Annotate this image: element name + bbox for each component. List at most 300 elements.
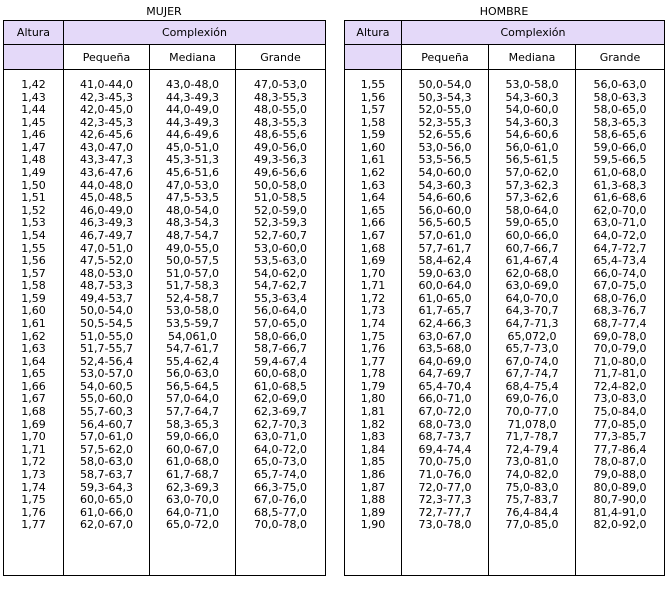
table-cell: 51,7-58,3 — [166, 279, 219, 293]
table-cell: 58,4-62,4 — [418, 254, 472, 268]
table-cell: 59,4-67,4 — [254, 354, 307, 368]
table-cell: 46,3-49,3 — [80, 216, 133, 230]
table-cell: 54,0-62,0 — [254, 266, 307, 280]
table-cell: 62,0-68,0 — [505, 266, 559, 280]
table-cell: 53,0-60,0 — [254, 241, 307, 255]
mujer-col-mediana — [150, 70, 236, 576]
table-cell: 73,0-81,0 — [505, 455, 559, 469]
table-cell: 64,0-70,0 — [505, 291, 559, 305]
table-cell: 1,73 — [360, 304, 386, 318]
table-cell: 52,4-58,7 — [166, 291, 219, 305]
table-cell: 45,3-51,3 — [166, 153, 219, 167]
table-cell: 1,73 — [21, 467, 46, 481]
table-cell: 56,5-60,5 — [418, 216, 472, 230]
table-cell: 63,0-71,0 — [593, 216, 647, 230]
table-cell: 52,0-59,0 — [254, 203, 307, 217]
table-cell: 63,0-70,0 — [166, 493, 219, 507]
mujer-table — [3, 20, 326, 576]
table-cell: 70,0-75,0 — [418, 455, 472, 469]
table-cell: 50,0-58,0 — [254, 178, 307, 192]
table-cell: 61,7-68,7 — [166, 467, 219, 481]
table-cell: 72,0-77,0 — [418, 480, 472, 494]
table-cell: 45,6-51,6 — [166, 166, 219, 180]
table-cell: 1,84 — [360, 442, 386, 456]
table-cell: 62,0-70,0 — [593, 203, 647, 217]
table-cell: 58,0-63,0 — [80, 455, 133, 469]
table-cell: 1,75 — [360, 329, 386, 343]
table-cell: 67,0-72,0 — [418, 405, 472, 419]
table-cell: 48,0-55,0 — [254, 103, 307, 117]
table-cell: 66,0-71,0 — [418, 392, 472, 406]
table-cell: 1,60 — [21, 304, 46, 318]
table-cell: 53,5-56,5 — [418, 153, 472, 167]
table-cell: 59,0-63,0 — [418, 266, 472, 280]
table-cell: 77,0-85,0 — [593, 417, 647, 431]
table-cell: 47,0-53,0 — [254, 78, 307, 91]
table-cell: 63,0-69,0 — [505, 279, 559, 293]
table-cell: 53,5-63,0 — [254, 254, 307, 268]
table-cell: 51,0-57,0 — [166, 266, 219, 280]
table-cell: 57,7-61,7 — [418, 241, 472, 255]
hombre-complexion-header: Complexión — [402, 21, 665, 45]
table-cell: 67,0-74,0 — [505, 354, 559, 368]
table-cell: 72,4-79,4 — [505, 442, 559, 456]
table-cell: 1,87 — [360, 480, 386, 494]
table-cell: 55,7-60,3 — [80, 405, 133, 419]
table-cell: 51,7-55,7 — [80, 342, 133, 356]
table-cell: 1,57 — [360, 103, 386, 117]
table-cell: 65,0-73,0 — [254, 455, 307, 469]
table-cell: 65,072,0 — [507, 329, 557, 343]
table-cell: 1,70 — [360, 266, 386, 280]
table-cell: 44,6-49,6 — [166, 128, 219, 142]
table-cell: 56,0-63,0 — [166, 367, 219, 381]
table-cell: 1,45 — [21, 115, 46, 129]
table-cell: 57,3-62,6 — [505, 191, 559, 205]
table-cell: 51,0-58,5 — [254, 191, 307, 205]
table-cell: 55,3-63,4 — [254, 291, 307, 305]
table-cell: 50,0-54,0 — [80, 304, 133, 318]
table-cell: 61,7-65,7 — [418, 304, 472, 318]
table-cell: 73,0-83,0 — [593, 392, 647, 406]
table-cell: 71,078,0 — [507, 417, 557, 431]
table-cell: 66,0-74,0 — [593, 266, 647, 280]
table-cell: 1,80 — [360, 392, 386, 406]
table-cell: 52,7-60,7 — [254, 228, 307, 242]
table-cell: 1,55 — [360, 78, 386, 91]
table-cell: 61,4-67,4 — [505, 254, 559, 268]
table-cell: 48,7-53,3 — [80, 279, 133, 293]
table-cell: 56,5-64,5 — [166, 379, 219, 393]
table-cell: 62,0-69,0 — [254, 392, 307, 406]
table-cell: 56,0-60,0 — [418, 203, 472, 217]
table-cell: 68,5-77,0 — [254, 505, 307, 519]
table-cell: 1,66 — [360, 216, 386, 230]
table-cell: 52,3-59,3 — [254, 216, 307, 230]
table-cell: 50,5-54,5 — [80, 316, 133, 330]
hombre-altura-header: Altura — [345, 21, 402, 45]
table-cell: 74,0-82,0 — [505, 467, 559, 481]
table-cell: 1,72 — [21, 455, 46, 469]
table-cell: 44,0-49,0 — [166, 103, 219, 117]
table-cell: 59,3-64,3 — [80, 480, 133, 494]
table-cell: 64,0-72,0 — [593, 228, 647, 242]
table-cell: 63,0-71,0 — [254, 430, 307, 444]
table-cell: 54,061,0 — [168, 329, 217, 343]
table-cell: 58,0-63,3 — [593, 90, 647, 104]
table-cell: 47,0-53,0 — [166, 178, 219, 192]
table-cell: 42,6-45,6 — [80, 128, 133, 142]
table-cell: 57,0-62,0 — [505, 166, 559, 180]
table-cell: 72,4-82,0 — [593, 379, 647, 393]
table-cell: 69,0-78,0 — [593, 329, 647, 343]
table-cell: 46,0-49,0 — [80, 203, 133, 217]
mujer-col-altura — [4, 70, 64, 576]
table-cell: 58,3-65,3 — [166, 417, 219, 431]
table-cell: 70,0-78,0 — [254, 518, 307, 532]
hombre-col-grande — [576, 70, 665, 576]
table-cell: 42,3-45,3 — [80, 90, 133, 104]
table-cell: 68,7-73,7 — [418, 430, 472, 444]
hombre-panel — [344, 3, 665, 576]
table-cell: 1,65 — [360, 203, 386, 217]
table-cell: 54,7-61,7 — [166, 342, 219, 356]
table-cell: 54,0-60,0 — [505, 103, 559, 117]
table-cell: 60,0-67,0 — [166, 442, 219, 456]
table-cell: 58,7-66,7 — [254, 342, 307, 356]
table-cell: 59,5-66,5 — [593, 153, 647, 167]
table-cell: 71,7-81,0 — [593, 367, 647, 381]
table-cell: 1,76 — [360, 342, 386, 356]
table-cell: 67,0-76,0 — [254, 493, 307, 507]
table-cell: 63,0-67,0 — [418, 329, 472, 343]
table-cell: 75,0-83,0 — [505, 480, 559, 494]
table-cell: 1,65 — [21, 367, 46, 381]
table-cell: 62,4-66,3 — [418, 316, 472, 330]
table-cell: 69,0-76,0 — [505, 392, 559, 406]
hombre-grande-header: Grande — [576, 45, 665, 70]
table-cell: 45,0-51,0 — [166, 140, 219, 154]
table-cell: 1,81 — [360, 405, 386, 419]
table-cell: 59,0-65,0 — [505, 216, 559, 230]
mujer-col-pequena — [64, 70, 150, 576]
table-cell: 1,58 — [360, 115, 386, 129]
table-cell: 57,7-64,7 — [166, 405, 219, 419]
mujer-title: MUJER — [146, 5, 182, 18]
table-cell: 1,83 — [360, 430, 386, 444]
table-cell: 56,4-60,7 — [80, 417, 133, 431]
table-cell: 1,42 — [21, 78, 46, 91]
mujer-col-grande — [236, 70, 326, 576]
mujer-altura-sub — [4, 45, 64, 70]
table-cell: 1,54 — [21, 228, 46, 242]
table-cell: 71,0-80,0 — [593, 354, 647, 368]
table-cell: 54,0-60,0 — [418, 166, 472, 180]
table-cell: 1,59 — [21, 291, 46, 305]
table-cell: 57,0-65,0 — [254, 316, 307, 330]
hombre-col-pequena — [402, 70, 489, 576]
table-cell: 52,3-55,3 — [418, 115, 472, 129]
table-cell: 44,3-49,3 — [166, 90, 219, 104]
table-cell: 58,0-66,0 — [254, 329, 307, 343]
table-cell: 1,82 — [360, 417, 386, 431]
table-cell: 62,7-70,3 — [254, 417, 307, 431]
table-cell: 1,72 — [360, 291, 386, 305]
table-cell: 1,67 — [360, 228, 386, 242]
table-cell: 63,5-68,0 — [418, 342, 472, 356]
table-cell: 68,4-75,4 — [505, 379, 559, 393]
table-cell: 78,0-87,0 — [593, 455, 647, 469]
table-cell: 47,5-52,0 — [80, 254, 133, 268]
table-cell: 54,3-60,3 — [505, 115, 559, 129]
table-cell: 1,77 — [21, 518, 46, 532]
table-cell: 43,3-47,3 — [80, 153, 133, 167]
table-cell: 1,76 — [21, 505, 46, 519]
table-cell: 48,0-53,0 — [80, 266, 133, 280]
table-cell: 49,4-53,7 — [80, 291, 133, 305]
table-cell: 62,3-69,3 — [166, 480, 219, 494]
table-cell: 61,6-68,6 — [593, 191, 647, 205]
table-cell: 49,6-56,6 — [254, 166, 307, 180]
table-cell: 1,89 — [360, 505, 386, 519]
table-cell: 72,3-77,3 — [418, 493, 472, 507]
table-cell: 54,3-60,3 — [505, 90, 559, 104]
table-cell: 61,3-68,3 — [593, 178, 647, 192]
table-cell: 1,56 — [21, 254, 46, 268]
table-cell: 48,7-54,7 — [166, 228, 219, 242]
table-cell: 80,7-90,0 — [593, 493, 647, 507]
table-cell: 1,50 — [21, 178, 46, 192]
hombre-col-altura — [345, 70, 402, 576]
table-cell: 59,0-66,0 — [166, 430, 219, 444]
table-cell: 68,7-77,4 — [593, 316, 647, 330]
table-cell: 67,7-74,7 — [505, 367, 559, 381]
table-cell: 52,0-55,0 — [418, 103, 472, 117]
table-cell: 1,57 — [21, 266, 46, 280]
table-cell: 1,69 — [360, 254, 386, 268]
table-cell: 1,47 — [21, 140, 46, 154]
table-cell: 60,7-66,7 — [505, 241, 559, 255]
table-cell: 61,0-65,0 — [418, 291, 472, 305]
table-cell: 54,3-60,3 — [418, 178, 472, 192]
table-cell: 1,48 — [21, 153, 46, 167]
table-cell: 81,4-91,0 — [593, 505, 647, 519]
table-cell: 1,67 — [21, 392, 46, 406]
table-cell: 43,0-48,0 — [166, 78, 219, 91]
table-cell: 53,0-56,0 — [418, 140, 472, 154]
table-cell: 58,7-63,7 — [80, 467, 133, 481]
table-cell: 69,4-74,4 — [418, 442, 472, 456]
table-cell: 1,49 — [21, 166, 46, 180]
table-cell: 73,0-78,0 — [418, 518, 472, 532]
table-cell: 64,3-70,7 — [505, 304, 559, 318]
table-cell: 53,0-58,0 — [505, 78, 559, 91]
table-cell: 1,44 — [21, 103, 46, 117]
mujer-grande-header: Grande — [236, 45, 326, 70]
hombre-mediana-header: Mediana — [489, 45, 576, 70]
table-cell: 61,0-68,0 — [593, 166, 647, 180]
table-cell: 1,55 — [21, 241, 46, 255]
table-cell: 1,88 — [360, 493, 386, 507]
table-cell: 45,0-48,5 — [80, 191, 133, 205]
table-cell: 1,79 — [360, 379, 386, 393]
table-cell: 80,0-89,0 — [593, 480, 647, 494]
table-cell: 1,69 — [21, 417, 46, 431]
table-cell: 52,4-56,4 — [80, 354, 133, 368]
table-cell: 1,78 — [360, 367, 386, 381]
table-cell: 1,62 — [21, 329, 46, 343]
table-cell: 52,6-55,6 — [418, 128, 472, 142]
mujer-altura-header: Altura — [4, 21, 64, 45]
table-cell: 56,0-61,0 — [505, 140, 559, 154]
table-cell: 61,0-68,0 — [166, 455, 219, 469]
table-cell: 1,90 — [360, 518, 386, 532]
table-cell: 66,3-75,0 — [254, 480, 307, 494]
table-cell: 50,0-54,0 — [418, 78, 472, 91]
table-cell: 1,77 — [360, 354, 386, 368]
table-cell: 1,53 — [21, 216, 46, 230]
table-cell: 1,66 — [21, 379, 46, 393]
table-cell: 67,0-75,0 — [593, 279, 647, 293]
hombre-pequena-header: Pequeña — [402, 45, 489, 70]
table-cell: 48,3-55,3 — [254, 115, 307, 129]
table-cell: 1,61 — [360, 153, 386, 167]
hombre-title: HOMBRE — [479, 5, 529, 18]
table-cell: 1,70 — [21, 430, 46, 444]
table-cell: 64,0-72,0 — [254, 442, 307, 456]
table-cell: 48,3-55,3 — [254, 90, 307, 104]
table-cell: 55,0-60,0 — [80, 392, 133, 406]
table-cell: 57,0-61,0 — [80, 430, 133, 444]
table-cell: 1,59 — [360, 128, 386, 142]
table-cell: 1,74 — [21, 480, 46, 494]
table-cell: 1,63 — [21, 342, 46, 356]
table-cell: 64,7-69,7 — [418, 367, 472, 381]
table-cell: 60,0-68,0 — [254, 367, 307, 381]
table-cell: 77,0-85,0 — [505, 518, 559, 532]
table-cell: 1,64 — [21, 354, 46, 368]
table-cell: 1,68 — [21, 405, 46, 419]
table-cell: 1,68 — [360, 241, 386, 255]
table-cell: 54,6-60,6 — [505, 128, 559, 142]
table-cell: 75,7-83,7 — [505, 493, 559, 507]
table-cell: 71,0-76,0 — [418, 467, 472, 481]
table-cell: 42,3-45,3 — [80, 115, 133, 129]
table-cell: 65,4-73,4 — [593, 254, 647, 268]
table-cell: 58,0-65,0 — [593, 103, 647, 117]
table-cell: 44,0-48,0 — [80, 178, 133, 192]
table-cell: 1,74 — [360, 316, 386, 330]
table-cell: 1,63 — [360, 178, 386, 192]
table-cell: 1,61 — [21, 316, 46, 330]
table-cell: 1,60 — [360, 140, 386, 154]
mujer-complexion-header: Complexión — [64, 21, 326, 45]
table-cell: 50,0-57,5 — [166, 254, 219, 268]
table-cell: 1,52 — [21, 203, 46, 217]
table-cell: 1,71 — [21, 442, 46, 456]
table-cell: 57,0-61,0 — [418, 228, 472, 242]
table-cell: 48,0-54,0 — [166, 203, 219, 217]
table-cell: 55,4-62,4 — [166, 354, 219, 368]
table-cell: 56,5-61,5 — [505, 153, 559, 167]
table-cell: 65,7-73,0 — [505, 342, 559, 356]
table-cell: 65,0-72,0 — [166, 518, 219, 532]
table-cell: 1,85 — [360, 455, 386, 469]
table-cell: 47,5-53,5 — [166, 191, 219, 205]
table-cell: 48,6-55,6 — [254, 128, 307, 142]
table-cell: 70,0-79,0 — [593, 342, 647, 356]
table-cell: 49,3-56,3 — [254, 153, 307, 167]
table-cell: 68,0-73,0 — [418, 417, 472, 431]
table-cell: 64,0-69,0 — [418, 354, 472, 368]
table-cell: 50,3-54,3 — [418, 90, 472, 104]
table-cell: 56,0-64,0 — [254, 304, 307, 318]
table-cell: 58,0-64,0 — [505, 203, 559, 217]
table-cell: 75,0-84,0 — [593, 405, 647, 419]
hombre-col-mediana — [489, 70, 576, 576]
table-cell: 43,6-47,6 — [80, 166, 133, 180]
table-cell: 46,7-49,7 — [80, 228, 133, 242]
table-cell: 64,7-71,3 — [505, 316, 559, 330]
table-cell: 49,0-55,0 — [166, 241, 219, 255]
table-cell: 60,0-66,0 — [505, 228, 559, 242]
table-cell: 57,3-62,3 — [505, 178, 559, 192]
table-cell: 1,51 — [21, 191, 46, 205]
table-cell: 79,0-88,0 — [593, 467, 647, 481]
table-cell: 65,7-74,0 — [254, 467, 307, 481]
table-cell: 53,0-58,0 — [166, 304, 219, 318]
table-cell: 44,3-49,3 — [166, 115, 219, 129]
table-cell: 54,7-62,7 — [254, 279, 307, 293]
hombre-table — [344, 20, 665, 576]
table-cell: 60,0-64,0 — [418, 279, 472, 293]
table-cell: 53,0-57,0 — [80, 367, 133, 381]
table-cell: 64,0-71,0 — [166, 505, 219, 519]
table-cell: 43,0-47,0 — [80, 140, 133, 154]
mujer-panel — [3, 3, 326, 576]
table-cell: 60,0-65,0 — [80, 493, 133, 507]
table-cell: 58,3-65,3 — [593, 115, 647, 129]
table-cell: 72,7-77,7 — [418, 505, 472, 519]
mujer-mediana-header: Mediana — [150, 45, 236, 70]
table-cell: 1,43 — [21, 90, 46, 104]
table-cell: 82,0-92,0 — [593, 518, 647, 532]
table-cell: 65,4-70,4 — [418, 379, 472, 393]
table-cell: 61,0-66,0 — [80, 505, 133, 519]
table-cell: 47,0-51,0 — [80, 241, 133, 255]
table-cell: 57,5-62,0 — [80, 442, 133, 456]
table-cell: 57,0-64,0 — [166, 392, 219, 406]
table-cell: 1,71 — [360, 279, 386, 293]
table-cell: 68,0-76,0 — [593, 291, 647, 305]
table-cell: 1,64 — [360, 191, 386, 205]
table-cell: 70,0-77,0 — [505, 405, 559, 419]
table-cell: 77,3-85,7 — [593, 430, 647, 444]
table-cell: 71,7-78,7 — [505, 430, 559, 444]
table-cell: 64,7-72,7 — [593, 241, 647, 255]
table-cell: 42,0-45,0 — [80, 103, 133, 117]
table-cell: 77,7-86,4 — [593, 442, 647, 456]
table-cell: 62,3-69,7 — [254, 405, 307, 419]
table-cell: 1,56 — [360, 90, 386, 104]
table-cell: 1,75 — [21, 493, 46, 507]
table-cell: 1,86 — [360, 467, 386, 481]
table-cell: 54,6-60,6 — [418, 191, 472, 205]
table-cell: 54,0-60,5 — [80, 379, 133, 393]
table-cell: 1,62 — [360, 166, 386, 180]
table-cell: 49,0-56,0 — [254, 140, 307, 154]
table-cell: 58,6-65,6 — [593, 128, 647, 142]
